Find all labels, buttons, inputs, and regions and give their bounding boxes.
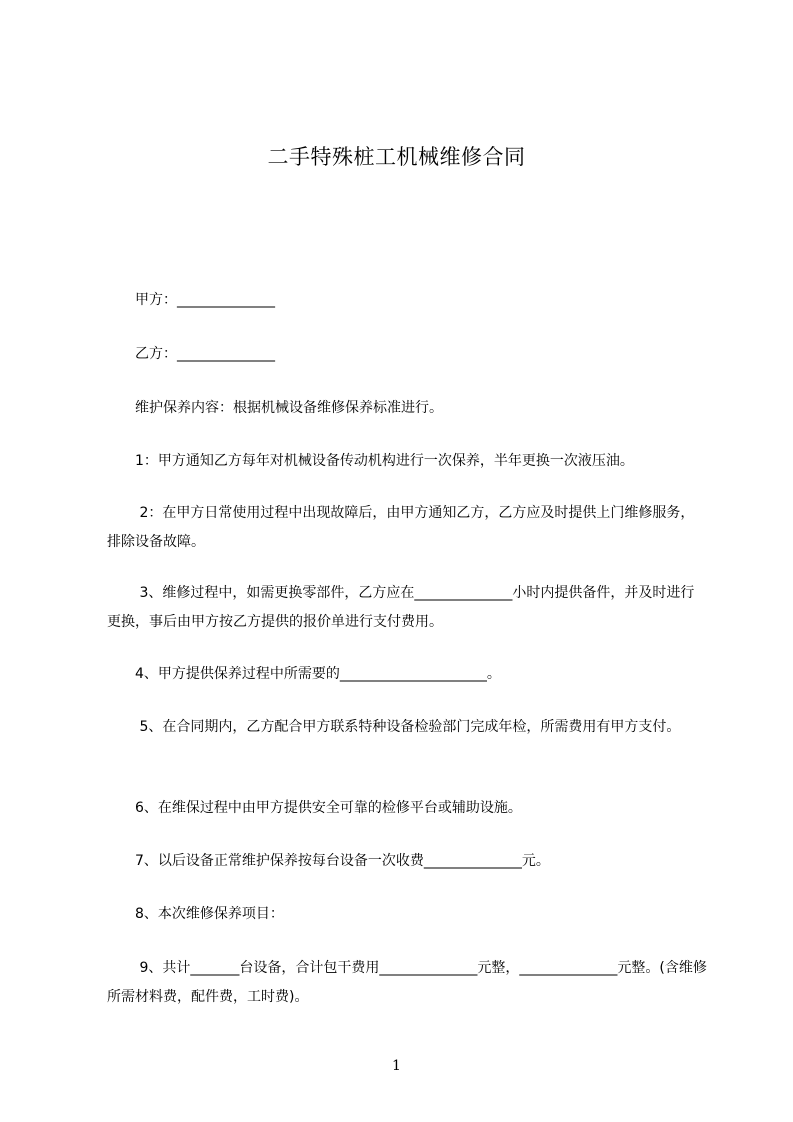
clause-5-paragraph: 5、在合同期内，乙方配合甲方联系特种设备检验部门完成年检，所需费用有甲方支付。: [135, 719, 681, 735]
page-number: 1: [392, 1058, 401, 1074]
clause-3-paragraph: 3、维修过程中，如需更换零部件，乙方应在______________小时内提供备件，并及时进行更换，事后由甲方按乙方提供的报价单进行支付费用。: [107, 585, 695, 630]
party-b-line: 乙方：______________: [135, 346, 275, 362]
clause-8-paragraph: 8、本次维修保养项目：: [135, 906, 284, 922]
clause-2-paragraph: 2：在甲方日常使用过程中出现故障后，由甲方通知乙方，乙方应及时提供上门维修服务，排除设备故障。: [107, 505, 695, 550]
clause-9-paragraph: 9、共计_______台设备，合计包干费用______________元整，______________元整。(含维修所需材料费，配件费，工时费)。: [107, 960, 707, 1005]
clause-6-paragraph: 6、在维保过程中由甲方提供安全可靠的检修平台或辅助设施。: [135, 800, 522, 816]
clause-1-paragraph: 1：甲方通知乙方每年对机械设备传动机构进行一次保养，半年更换一次液压油。: [135, 453, 634, 469]
party-a-line: 甲方：______________: [135, 292, 275, 308]
clause-7-paragraph: 7、以后设备正常维护保养按每台设备一次收费______________元。: [135, 853, 550, 869]
maintenance-content-paragraph: 维护保养内容：根据机械设备维修保养标准进行。: [135, 400, 443, 416]
contract-title: 二手特殊桩工机械维修合同: [267, 145, 526, 169]
clause-4-paragraph: 4、甲方提供保养过程中所需要的_____________________。: [135, 666, 501, 682]
